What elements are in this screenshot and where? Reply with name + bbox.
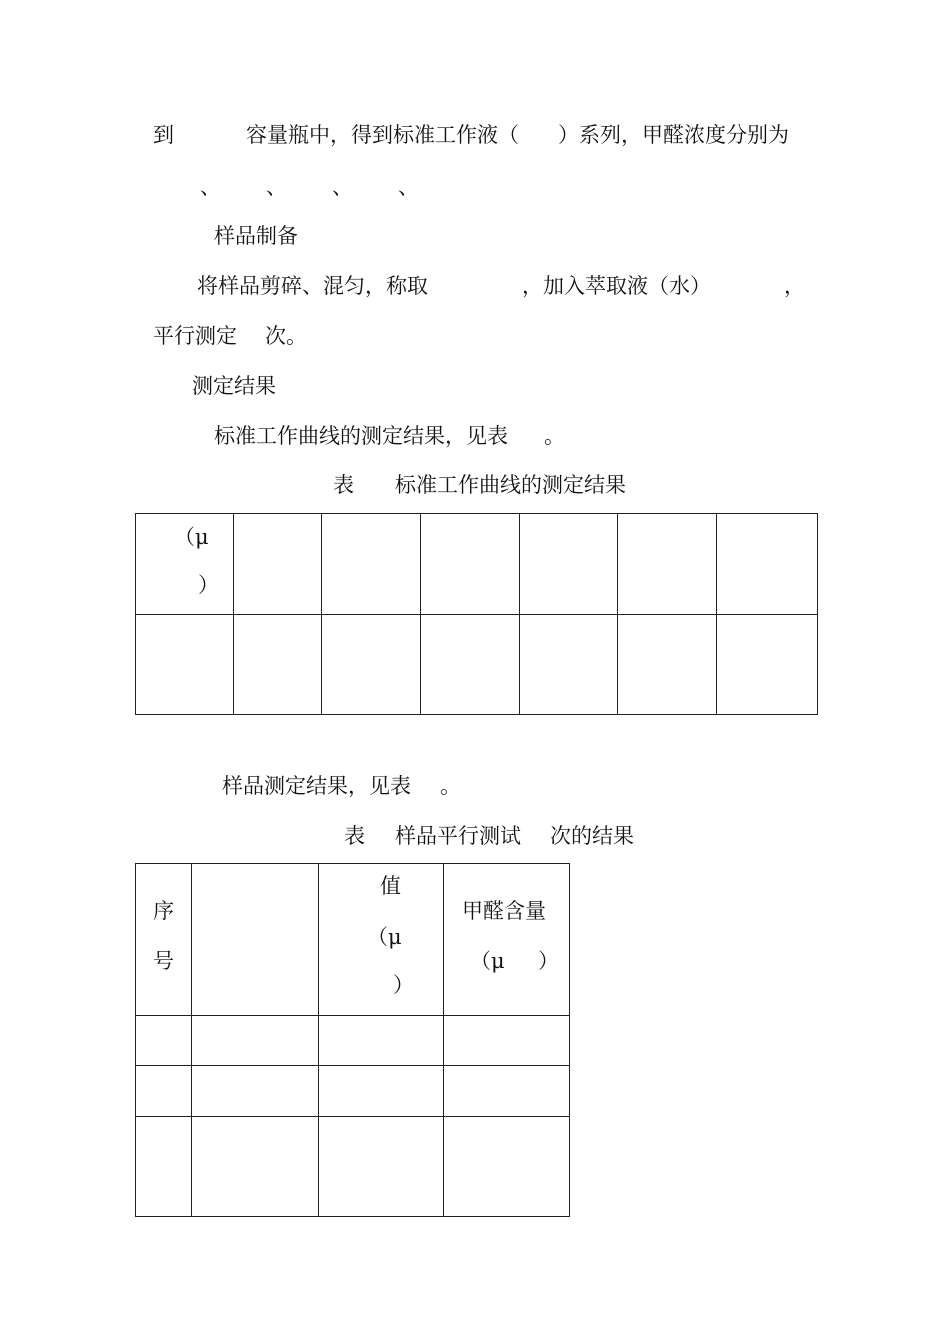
table2-header-value-2: （μ: [367, 925, 402, 949]
separator-1: 、: [200, 175, 221, 199]
table1-row-absorbance: [136, 615, 818, 715]
table2-header-content-1: 甲醛含量: [462, 899, 546, 923]
table2-header-index-2: 号: [153, 949, 174, 973]
text-period-1: 。: [544, 424, 565, 448]
text-comma: ，: [784, 274, 805, 298]
table2-cell: [136, 1066, 192, 1117]
table1-cell: [234, 514, 322, 615]
text-parallel: 平行测定: [153, 324, 237, 348]
table2-header-content-3: ）: [538, 949, 559, 973]
table2-cell: [319, 1117, 444, 1217]
table1-cell: [136, 615, 234, 715]
table2-header-row: [136, 864, 570, 1016]
table2-cell: [192, 1066, 319, 1117]
table1-cell: [618, 514, 717, 615]
table1-cell: [322, 615, 421, 715]
text-add-extractant: ，加入萃取液（水）: [522, 274, 711, 298]
table-row: [136, 1066, 570, 1117]
table2-cell: [192, 1016, 319, 1066]
table2-header-value: [319, 864, 444, 1016]
text-times: 次。: [265, 324, 307, 348]
table2-cell: [136, 1117, 192, 1217]
table1-cell: [717, 514, 818, 615]
table1-cell: [234, 615, 322, 715]
table2-caption-suffix: 次的结果: [550, 824, 634, 848]
text-sample-results-ref: 样品测定结果，见表: [222, 774, 411, 798]
table2-header-content: [444, 864, 570, 1016]
text-volumetric-flask: 容量瓶中，得到标准工作液（: [246, 123, 519, 147]
table1-row-concentration: [136, 514, 818, 615]
table1-header-unit-open: （μ: [174, 525, 209, 549]
table1-cell: [421, 514, 520, 615]
table1-cell: [618, 615, 717, 715]
table-standard-curve: [135, 513, 818, 715]
table2-header-content-2: （μ: [470, 949, 505, 973]
table2-cell: [136, 1016, 192, 1066]
table2-cell: [319, 1016, 444, 1066]
table-row: [136, 1016, 570, 1066]
heading-results: 测定结果: [192, 374, 276, 398]
table1-caption-title: 标准工作曲线的测定结果: [395, 473, 626, 497]
table-row: [136, 1117, 570, 1217]
table1-cell: [322, 514, 421, 615]
separator-3: 、: [332, 175, 353, 199]
table2-header-blank: [192, 864, 319, 1016]
table2-cell: [444, 1117, 570, 1217]
table1-cell: [520, 514, 618, 615]
table1-cell: [421, 615, 520, 715]
table1-header-unit-close: ）: [198, 573, 219, 597]
table-sample-results: [135, 863, 570, 1217]
separator-2: 、: [266, 175, 287, 199]
text-series-concentration: ）系列，甲醛浓度分别为: [558, 123, 789, 147]
heading-sample-prep: 样品制备: [214, 224, 298, 248]
table2-cell: [192, 1117, 319, 1217]
table1-cell: [717, 615, 818, 715]
text-period-2: 。: [440, 774, 461, 798]
table2-header-index-1: 序: [153, 899, 174, 923]
table1-header-cell: [136, 514, 234, 615]
table2-caption-label: 表: [344, 824, 365, 848]
text-cut-weigh: 将样品剪碎、混匀，称取: [197, 274, 428, 298]
table2-caption-title: 样品平行测试: [395, 824, 521, 848]
table2-header-index: [136, 864, 192, 1016]
table2-header-value-1: 值: [380, 874, 401, 898]
text-to: 到: [153, 123, 174, 147]
table1-caption-label: 表: [333, 473, 354, 497]
table1-cell: [520, 615, 618, 715]
table2-cell: [444, 1066, 570, 1117]
table2-cell: [319, 1066, 444, 1117]
text-curve-ref: 标准工作曲线的测定结果，见表: [214, 424, 508, 448]
table2-cell: [444, 1016, 570, 1066]
table2-header-value-3: ）: [393, 973, 414, 997]
separator-4: 、: [398, 175, 419, 199]
